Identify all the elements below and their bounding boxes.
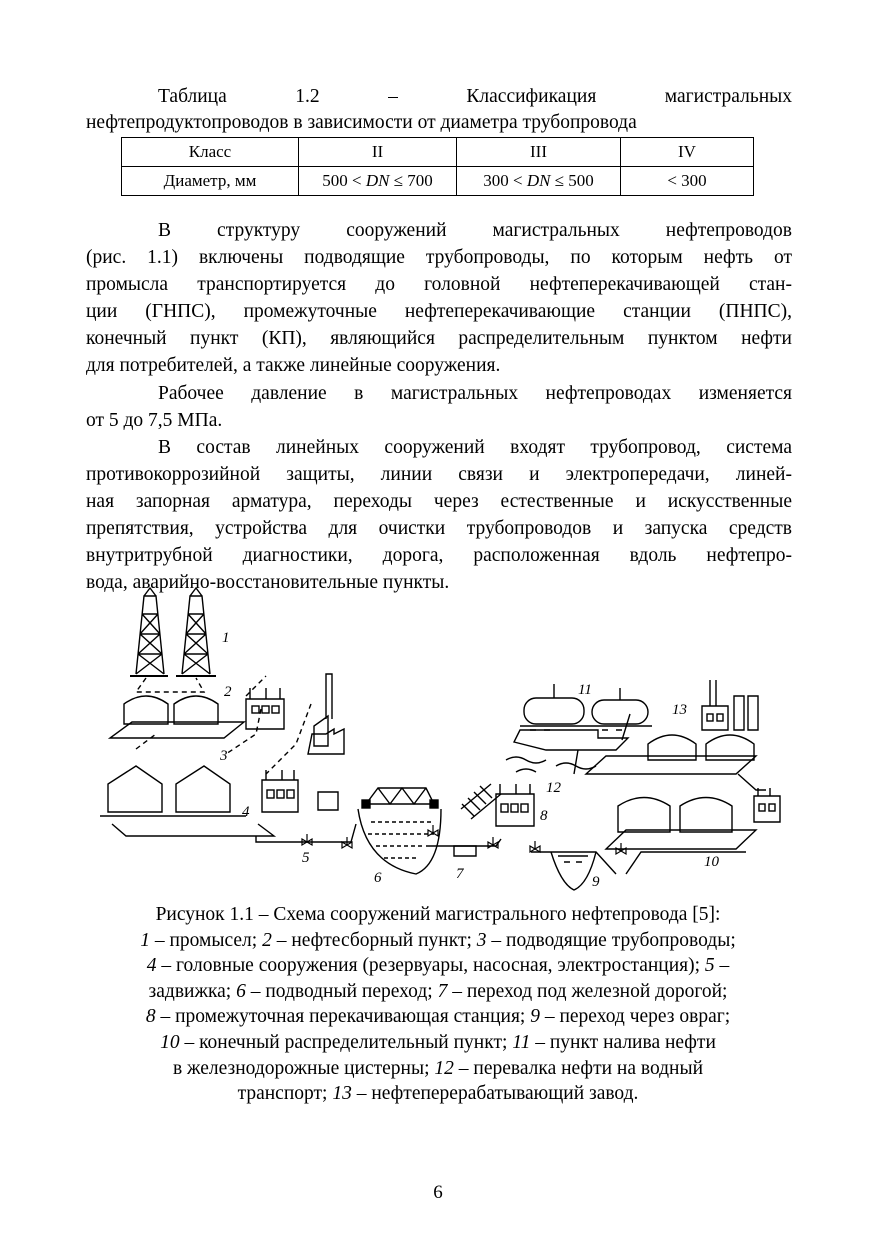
oil-derricks xyxy=(130,588,216,676)
paragraph-line: В состав линейных сооружений входят трубопровод, система xyxy=(158,436,792,458)
gathering-tanks xyxy=(110,688,284,738)
legend-text: – переход под железной дорогой; xyxy=(447,980,728,1002)
label-10: 10 xyxy=(704,854,719,870)
label-8: 8 xyxy=(540,808,548,824)
head-facilities xyxy=(100,766,338,836)
caption-line xyxy=(80,1056,796,1082)
cell-text: < 300 xyxy=(667,171,707,190)
label-3: 3 xyxy=(220,748,228,764)
cell-dn: DN xyxy=(365,171,390,190)
valve-symbols xyxy=(302,825,626,854)
legend-text: – подводный переход; xyxy=(245,980,438,1002)
caption-line xyxy=(80,953,796,979)
legend-number: 7 xyxy=(437,980,448,1002)
page-number: 6 xyxy=(433,1182,443,1203)
label-9: 9 xyxy=(592,874,600,890)
paragraph-line: ции (ГНПС), промежуточные нефтеперекачивающие станции (ПНПС), xyxy=(86,301,792,323)
paragraph-line: Рабочее давление в магистральных нефтепроводах изменяется xyxy=(158,382,792,404)
caption-word: магистральных xyxy=(664,86,792,107)
legend-text: – промысел; xyxy=(149,929,263,951)
cell-dn: DN xyxy=(526,171,551,190)
table-row xyxy=(122,167,754,196)
legend-text: задвижка; xyxy=(148,980,237,1002)
legend-text: – xyxy=(714,955,730,977)
water-transfer xyxy=(506,714,630,774)
caption-line xyxy=(80,979,796,1005)
caption-word: 1.2 xyxy=(295,86,320,107)
legend-number: 8 xyxy=(145,1006,156,1028)
pipeline-diagram xyxy=(96,584,786,894)
legend-number: 11 xyxy=(512,1031,531,1053)
paragraph-line: для потребителей, а также линейные сооружения. xyxy=(86,355,501,377)
figure-caption xyxy=(80,902,796,1107)
label-11: 11 xyxy=(578,682,592,698)
table-cell xyxy=(457,167,621,196)
factory-chimney xyxy=(308,674,344,754)
caption-line xyxy=(80,1004,796,1030)
body-text xyxy=(86,217,792,596)
legend-number: 3 xyxy=(476,929,487,951)
cell-text: ≤ 500 xyxy=(550,171,594,190)
label-4: 4 xyxy=(242,804,250,820)
label-7: 7 xyxy=(456,866,464,882)
label-12: 12 xyxy=(546,780,561,796)
classification-table xyxy=(121,137,754,196)
table-header-row xyxy=(122,138,754,167)
cell-text: ≤ 700 xyxy=(389,171,433,190)
paragraph-line: (рис. 1.1) включены подводящие трубопроводы, по которым нефть от xyxy=(86,247,792,269)
paragraph-line: ная запорная арматура, переходы через естественные и искусственные xyxy=(86,490,792,512)
caption-line xyxy=(80,1081,796,1107)
intermediate-station xyxy=(496,784,534,826)
legend-text: – нефтеперерабатывающий завод. xyxy=(351,1083,639,1105)
distribution-point xyxy=(606,788,780,849)
cell-text: 300 < xyxy=(483,171,527,190)
legend-text: в железнодорожные цистерны; xyxy=(172,1057,435,1079)
caption-line xyxy=(80,1030,796,1056)
paragraph-line: промысла транспортируется до головной нефтеперекачивающей стан- xyxy=(86,274,792,296)
legend-text: – промежуточная перекачивающая станция; xyxy=(155,1006,531,1028)
paragraph-line: препятствия, устройства для очистки трубопроводов и запуска средств xyxy=(86,518,792,540)
legend-text: – пункт налива нефти xyxy=(530,1031,716,1053)
paragraph-line: внутритрубной диагностики, дорога, расположенная вдоль нефтепро- xyxy=(86,545,792,567)
label-2: 2 xyxy=(224,684,232,700)
legend-number: 10 xyxy=(160,1031,180,1053)
label-1: 1 xyxy=(222,630,230,646)
caption-title: Рисунок 1.1 – Схема сооружений магистрального нефтепровода [5]: xyxy=(155,904,721,925)
table-header-cell: II xyxy=(299,138,457,167)
table-row-label: Диаметр, мм xyxy=(122,167,299,196)
cell-text: 500 < xyxy=(322,171,366,190)
paragraph-line: В структуру сооружений магистральных нефтепроводов xyxy=(158,220,792,241)
paragraph-line: конечный пункт (КП), являющийся распределительным пунктом нефти xyxy=(86,328,792,350)
refinery xyxy=(586,680,766,790)
table-header-cell: Класс xyxy=(122,138,299,167)
legend-number: 4 xyxy=(146,955,157,977)
label-13: 13 xyxy=(672,702,687,718)
legend-text: – перевалка нефти на водный xyxy=(453,1057,704,1079)
paragraph-line: от 5 до 7,5 МПа. xyxy=(86,409,223,431)
table-cell xyxy=(299,167,457,196)
legend-text: – подводящие трубопроводы; xyxy=(486,929,736,951)
table-caption-line2: нефтепродуктопроводов в зависимости от диаметра трубопровода xyxy=(86,112,637,133)
caption-line xyxy=(80,928,796,954)
caption-word: – xyxy=(388,86,398,107)
label-5: 5 xyxy=(302,850,310,866)
table-header-cell: IV xyxy=(621,138,754,167)
legend-text: транспорт; xyxy=(237,1083,333,1105)
label-6: 6 xyxy=(374,870,382,886)
legend-number: 1 xyxy=(140,929,150,951)
ravine-crossing xyxy=(551,852,596,890)
table-cell xyxy=(621,167,754,196)
legend-text: – конечный распределительный пункт; xyxy=(179,1031,513,1053)
legend-number: 13 xyxy=(332,1083,352,1105)
legend-text: – головные сооружения (резервуары, насосная, электростанция); xyxy=(156,955,705,977)
caption-word: Классификация xyxy=(466,86,597,107)
table-caption-line1 xyxy=(158,84,792,110)
legend-text: – нефтесборный пункт; xyxy=(271,929,477,951)
caption-word: Таблица xyxy=(158,86,227,107)
legend-number: 2 xyxy=(262,929,272,951)
legend-number: 9 xyxy=(530,1006,540,1028)
legend-text: – переход через овраг; xyxy=(539,1006,731,1028)
paragraph-line: противокоррозийной защиты, линии связи и электропередачи, линей- xyxy=(86,463,792,485)
table-header-cell: III xyxy=(457,138,621,167)
paragraph-line: вода, аварийно-восстановительные пункты. xyxy=(86,572,450,594)
legend-number: 5 xyxy=(704,955,715,977)
legend-number: 6 xyxy=(236,980,246,1002)
legend-number: 12 xyxy=(434,1057,454,1079)
